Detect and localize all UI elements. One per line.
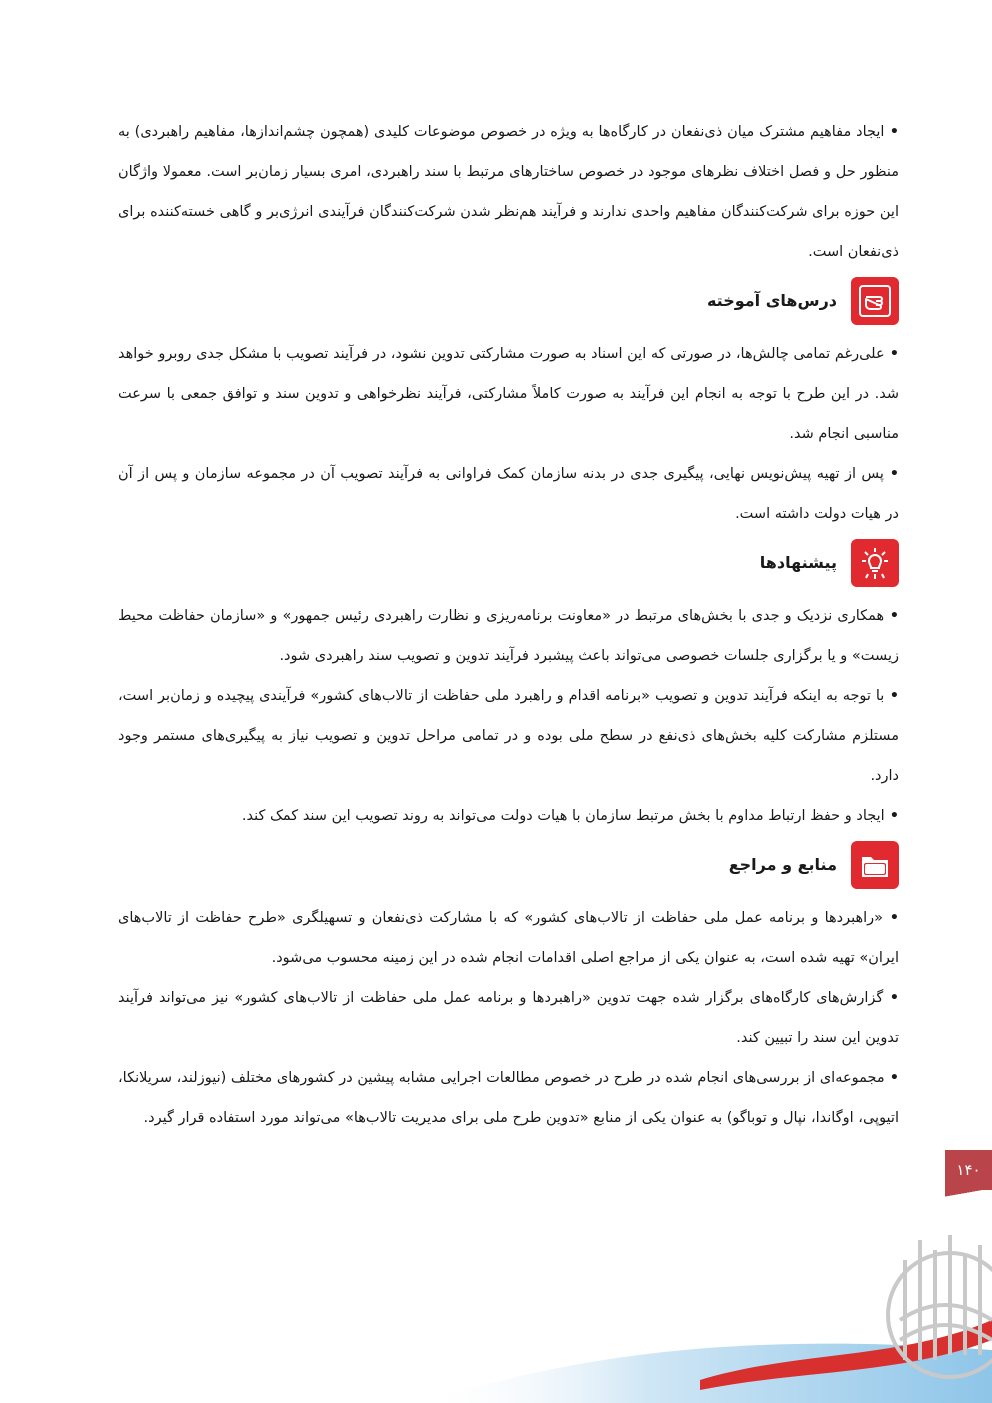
- section-header-suggestions: [118, 538, 899, 588]
- list-item: • «راهبردها و برنامه عمل ملی حفاظت از تالاب‌های کشور» که با مشارکت ذی‌نفعان و تسهیلگری «طرح حفاظت از تالاب‌های ایران» تهیه شده است، به عنوان یکی از مراجع اصلی اقدامات انجام شده در این زمینه محسوب می‌شود.: [118, 898, 899, 978]
- pointing-hand-icon: [851, 277, 899, 325]
- page-number: ۱۴۰: [945, 1150, 992, 1190]
- list-item: • مجموعه‌ای از بررسی‌های انجام شده در طرح در خصوص مطالعات اجرایی مشابه پیشین در کشورهای مختلف (نیوزلند، سریلانکا، اتیوپی، اوگاندا، نپال و توباگو) به عنوان یکی از منابع «تدوین طرح ملی برای مدیریت تالاب‌ها» می‌تواند مورد استفاده قرار گیرد.: [118, 1058, 899, 1138]
- section-header-lessons: [118, 276, 899, 326]
- light-bulb-icon: [851, 539, 899, 587]
- wetland-logo-decoration: [0, 1200, 992, 1403]
- section-title: پیشنهادها: [759, 553, 837, 572]
- page-body: [118, 112, 899, 1138]
- section-title: درس‌های آموخته: [706, 291, 837, 310]
- list-item: • علی‌رغم تمامی چالش‌ها، در صورتی که این اسناد به صورت مشارکتی تدوین نشود، در فرآیند تصویب با مشکل جدی روبرو خواهد شد. در این طرح با توجه به انجام این فرآیند به صورت کاملاً مشارکتی، فرآیند نظرخواهی و تدوین سند و توافق جمعی با سرعت مناسبی انجام شد.: [118, 334, 899, 454]
- section-title: منابع و مراجع: [728, 855, 837, 874]
- list-item: • ایجاد و حفظ ارتباط مداوم با بخش مرتبط سازمان با هیات دولت می‌تواند به روند تصویب این سند کمک کند.: [118, 796, 899, 836]
- list-item: • همکاری نزدیک و جدی با بخش‌های مرتبط در «معاونت برنامه‌ریزی و نظارت راهبردی رئیس جمهور» و «سازمان حفاظت محیط زیست» و یا برگزاری جلسات خصوصی می‌تواند باعث پیشبرد فرآیند تدوین و تصویب سند راهبردی شود.: [118, 596, 899, 676]
- list-item: • با توجه به اینکه فرآیند تدوین و تصویب «برنامه اقدام و راهبرد ملی حفاظت از تالاب‌های کشور» فرآیندی پیچیده و زمان‌بر است، مستلزم مشارکت کلیه بخش‌های ذی‌نفع در سطح ملی بوده و در تمامی مراحل تدوین و تصویب نیاز به پیگیری‌های مستمر وجود دارد.: [118, 676, 899, 796]
- list-item: • گزارش‌های کارگاه‌های برگزار شده جهت تدوین «راهبردها و برنامه عمل ملی حفاظت از تالاب‌های کشور» نیز می‌تواند فرآیند تدوین این سند را تبیین کند.: [118, 978, 899, 1058]
- intro-bullet: • ایجاد مفاهیم مشترک میان ذی‌نفعان در کارگاه‌ها به ویژه در خصوص موضوعات کلیدی (همچون چشم‌اندازها، مفاهیم راهبردی) به منظور حل و فصل اختلاف نظرهای موجود در خصوص ساختارهای مرتبط با سند راهبردی، امری بسیار زمان‌بر است. معمولا واژگان این حوزه برای شرکت‌کنندگان مفاهیم واحدی ندارند و فرآیند هم‌نظر شدن شرکت‌کنندگان فرآیندی انرژی‌بر و گاهی خسته‌کننده برای ذی‌نفعان است.: [118, 112, 899, 272]
- list-item: • پس از تهیه پیش‌نویس نهایی، پیگیری جدی در بدنه سازمان کمک فراوانی به فرآیند تصویب آن در مجموعه سازمان و پس از آن در هیات دولت داشته است.: [118, 454, 899, 534]
- section-header-references: [118, 840, 899, 890]
- folder-icon: [851, 841, 899, 889]
